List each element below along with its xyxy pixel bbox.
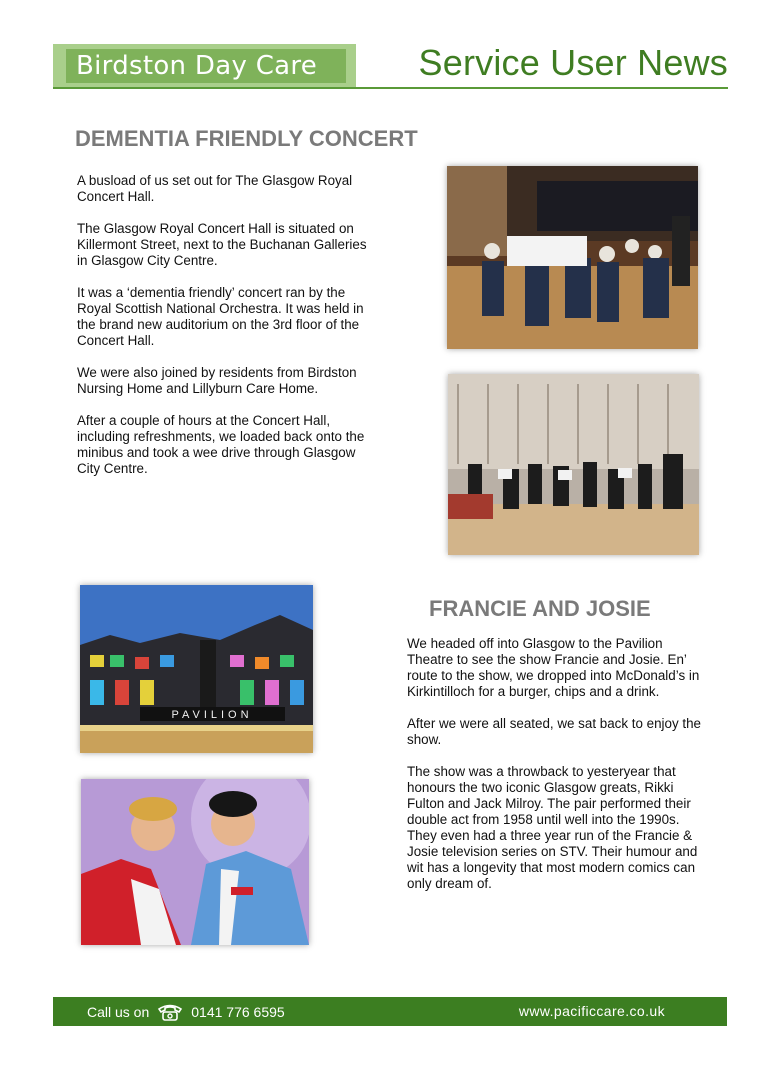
- brand-name: Birdston Day Care: [66, 49, 346, 83]
- section-title-francie-and-josie: FRANCIE AND JOSIE: [429, 596, 651, 621]
- footer-bar: [53, 997, 727, 1026]
- photo-audience: [447, 166, 698, 349]
- website-link[interactable]: www.pacificcare.co.uk: [518, 1003, 665, 1019]
- call-label: Call us on: [87, 1004, 150, 1020]
- phone-number[interactable]: 0141 776 6595: [191, 1004, 285, 1020]
- footer-contact: [87, 1003, 285, 1021]
- francie-josie-article: [407, 636, 703, 908]
- paragraph: The Glasgow Royal Concert Hall is situated on Killermont Street, next to the Buchanan Galleries in Glasgow City Centre.: [77, 221, 367, 268]
- telephone-icon: [157, 1003, 183, 1021]
- paragraph: After we were all seated, we sat back to enjoy the show.: [407, 716, 702, 747]
- section-title-concert: DEMENTIA FRIENDLY CONCERT: [75, 126, 418, 151]
- photo-orchestra: [448, 374, 699, 555]
- paragraph: The show was a throwback to yesteryear that honours the two iconic Glasgow greats, Rikki Fulton and Jack Milroy. The pair performed their double act from 1958 until well into the 1990s. They even had a three year run of the Francie & Josie television series on STV. Their humour and wit has a longevity that most modern comics can only dream of.: [407, 764, 698, 891]
- concert-article: [77, 173, 377, 493]
- paragraph: After a couple of hours at the Concert Hall, including refreshments, we loaded back onto the minibus and took a wee drive through Glasgow City Centre.: [77, 413, 365, 476]
- paragraph: A busload of us set out for The Glasgow Royal Concert Hall.: [77, 173, 353, 204]
- paragraph: We were also joined by residents from Birdston Nursing Home and Lillyburn Care Home.: [77, 365, 357, 396]
- photo-francie-and-josie: [81, 779, 309, 945]
- header-divider: [53, 87, 728, 89]
- photo-pavilion-theatre: [80, 585, 313, 753]
- paragraph: It was a ‘dementia friendly’ concert ran by the Royal Scottish National Orchestra. It was held in the brand new auditorium on the 3rd floor of the Concert Hall.: [77, 285, 364, 348]
- theatre-sign-text: PAVILION: [171, 709, 253, 721]
- paragraph: We headed off into Glasgow to the Pavilion Theatre to see the show Francie and Josie. En’ route to the show, we dropped into McDonald’s in Kirkintilloch for a burger, chips and a drink.: [407, 636, 700, 699]
- newsletter-title: Service User News: [418, 42, 728, 83]
